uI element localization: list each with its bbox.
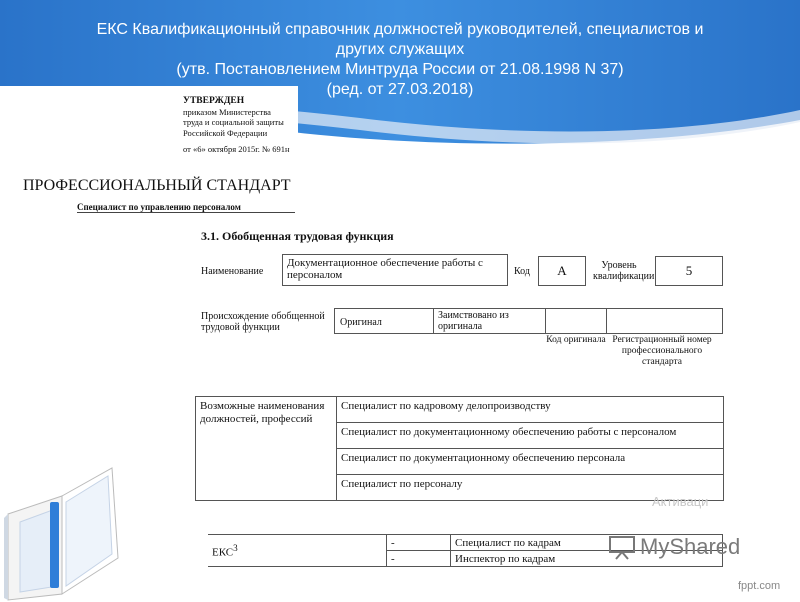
positions-table xyxy=(195,396,724,501)
eks-label: ЕКС xyxy=(212,546,234,559)
position-item: Специалист по документационному обеспечению персонала xyxy=(337,449,724,475)
header-line-1: ЕКС Квалификационный справочник должностей руководителей, специалистов и xyxy=(96,21,704,38)
approval-date: от «6» октября 2015г. № 691н xyxy=(183,144,290,154)
standard-subtitle-underline xyxy=(77,212,295,213)
fppt-footer: fppt.com xyxy=(738,580,781,592)
header-line-2: других служащих xyxy=(335,41,465,58)
reg-number-caption: Регистрационный номер профессионального стандарта xyxy=(612,335,712,367)
level-label: Уровень квалификации xyxy=(593,260,655,282)
header-line-4: (ред. от 27.03.2018) xyxy=(326,81,474,98)
level-value: 5 xyxy=(655,256,723,286)
standard-title: ПРОФЕССИОНАЛЬНЫЙ СТАНДАРТ xyxy=(23,177,291,194)
origin-reg-cell xyxy=(606,308,723,334)
eks-value: Специалист по кадрам xyxy=(451,535,723,551)
eks-label-cell xyxy=(208,535,387,567)
origin-label: Происхождение обобщенной трудовой функции xyxy=(201,311,325,333)
approval-line-1: приказом Министерства xyxy=(183,106,271,117)
open-book-icon xyxy=(0,462,140,602)
name-value: Документационное обеспечение работы с персоналом xyxy=(282,254,508,286)
myshared-logo xyxy=(608,534,740,560)
position-item: Специалист по персоналу xyxy=(337,475,724,501)
activation-watermark: Активаци xyxy=(652,494,709,509)
code-value: А xyxy=(538,256,586,286)
header-line-3: (утв. Постановлением Минтруда России от 21.08.1998 N 37) xyxy=(176,61,624,78)
code-label: Код xyxy=(514,266,530,277)
origin-borrowed: Заимствовано из оригинала xyxy=(433,308,546,334)
orig-code-caption: Код оригинала xyxy=(546,335,606,345)
approval-title: УТВЕРЖДЕН xyxy=(183,96,245,106)
position-item: Специалист по кадровому делопроизводству xyxy=(337,397,724,423)
origin-original: Оригинал xyxy=(334,308,434,334)
section-heading: 3.1. Обобщенная трудовая функция xyxy=(201,229,394,243)
eks-value: Инспектор по кадрам xyxy=(451,551,723,567)
eks-footnote-mark: 3 xyxy=(233,542,238,553)
approval-line-2: труда и социальной защиты xyxy=(183,117,284,127)
eks-dash: - xyxy=(387,551,451,567)
positions-label: Возможные наименования должностей, профессий xyxy=(196,397,337,501)
presentation-board-icon xyxy=(608,534,636,560)
standard-subtitle: Специалист по управлению персоналом xyxy=(77,202,241,212)
myshared-logo-text: MyShared xyxy=(640,534,741,559)
origin-code-cell xyxy=(545,308,607,334)
eks-dash: - xyxy=(387,535,451,551)
position-item: Специалист по документационному обеспечению работы с персоналом xyxy=(337,423,724,449)
name-label: Наименование xyxy=(201,266,264,277)
table-row xyxy=(196,397,724,423)
approval-line-3: Российской Федерации xyxy=(183,127,268,138)
